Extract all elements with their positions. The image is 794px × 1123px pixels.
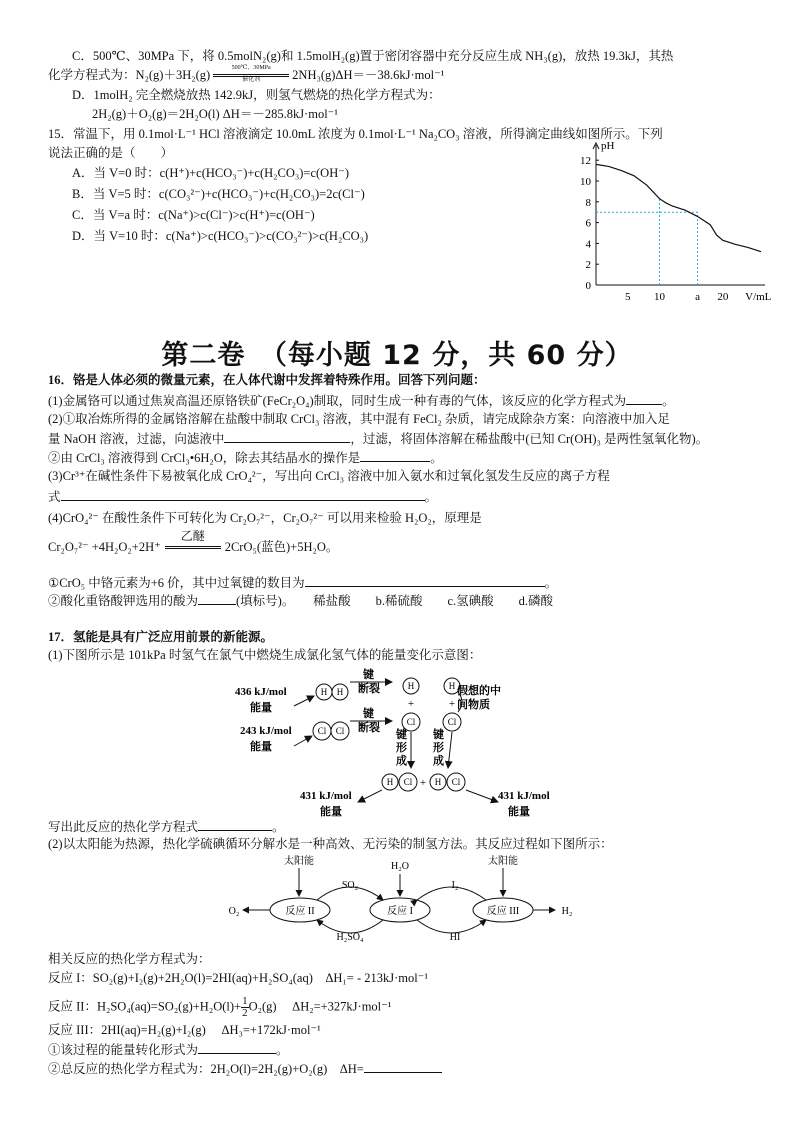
x-axis-label: V/mL bbox=[745, 291, 772, 303]
q14-option-c-right: 2NH₃(g)ΔH＝－38.6kJ·mol⁻¹ bbox=[292, 68, 445, 82]
q15-option-b: B．当 V=5 时：c(CO₃²⁻)+c(HCO₃⁻)+c(H₂CO₃)=2c(Cl⁻) bbox=[72, 187, 365, 201]
form-label: 形 bbox=[396, 742, 407, 754]
q16-part3-line2: 式 。 bbox=[48, 490, 438, 504]
answer-blank bbox=[61, 488, 425, 501]
equation-left: Cr₂O₇²⁻ +4H₂O₂+2H⁺ bbox=[48, 540, 161, 554]
atom-cl: Cl bbox=[451, 777, 461, 787]
break-label-1: 键 bbox=[363, 669, 374, 681]
q17-equation-1: 反应 I：SO₂(g)+I₂(g)+2H₂O(l)=2HI(aq)+H₂SO₄(aq) ΔH₁= - 213kJ·mol⁻¹ bbox=[48, 971, 429, 985]
form-label: 成 bbox=[396, 755, 407, 767]
q17-part1-write-text: 写出此反应的热化学方程式 bbox=[48, 820, 199, 834]
y-tick-label: 4 bbox=[585, 238, 591, 251]
q17-title: 17．氢能是具有广泛应用前景的新能源。 bbox=[48, 630, 274, 644]
form-label: 键 bbox=[433, 729, 444, 741]
h2-label: H₂ bbox=[561, 906, 573, 917]
ether-label: 乙醚 bbox=[180, 529, 205, 543]
y-tick-label: 2 bbox=[585, 259, 591, 272]
form-label: 成 bbox=[433, 755, 444, 767]
q17-question-1: ①该过程的能量转化形式为 。 bbox=[48, 1043, 289, 1057]
arrow-bottom-label: 催化剂 bbox=[242, 77, 261, 83]
solar-energy-label-1: 太阳能 bbox=[284, 856, 314, 867]
q16-part2-line1: (2)①取冶炼所得的金属铬溶解在盐酸中制取 CrCl₃ 溶液，其中混有 FeCl₂ 杂质，请完成除杂方案：向溶液中加入足 bbox=[48, 412, 670, 426]
hypothetical-label-1: 假想的中 bbox=[457, 685, 501, 697]
q15-option-d: D．当 V=10 时：c(Na⁺)>c(HCO₃⁻)>c(CO₃²⁻)>c(H₂CO₃) bbox=[72, 229, 369, 243]
q17-part1-write: 写出此反应的热化学方程式 。 bbox=[48, 820, 285, 834]
q16-part2-text-a: 量 NaOH 溶液，过滤，向滤液中 bbox=[48, 432, 225, 446]
equation-2-left: 反应 II：H₂SO₄(aq)=SO₂(g)+H₂O(l)+ bbox=[48, 999, 242, 1014]
energy-label: 能量 bbox=[508, 806, 530, 818]
q16-part2-text-b: ，过滤，将固体溶解在稀盐酸中(已知 Cr(OH)₃ 是两性氢氧化物)。 bbox=[350, 432, 709, 446]
energy-value-hh: 436 kJ/mol bbox=[235, 686, 287, 698]
q15-option-a: A．当 V=0 时：c(H⁺)+c(HCO₃⁻)+c(H₂CO₃)=c(OH⁻) bbox=[72, 166, 349, 180]
atom-h: H bbox=[434, 777, 442, 787]
q16-part2-line2 bbox=[48, 430, 708, 447]
solar-energy-label-2: 太阳能 bbox=[488, 856, 518, 867]
x-tick-label: 10 bbox=[653, 291, 665, 303]
q15-option-c: C．当 V=a 时：c(Na⁺)>c(Cl⁻)>c(H⁺)=c(OH⁻) bbox=[72, 208, 315, 222]
i2-label: I₂ bbox=[451, 880, 459, 891]
answer-blank bbox=[626, 392, 662, 405]
q17-equations-title: 相关反应的热化学方程式为： bbox=[48, 952, 211, 966]
energy-label: 能量 bbox=[320, 806, 342, 818]
q17-question-1-text: ①该过程的能量转化形式为 bbox=[48, 1043, 199, 1057]
energy-label: 能量 bbox=[250, 702, 272, 714]
reaction-condition-arrow bbox=[210, 67, 292, 83]
energy-value-clcl: 243 kJ/mol bbox=[240, 725, 292, 737]
sulfur-iodine-cycle-diagram bbox=[225, 852, 585, 942]
q16-part4-q1: ①CrO₅ 中铬元素为+6 价，其中过氧键的数目为 。 bbox=[48, 576, 558, 590]
q16-part4-q1-text: ①CrO₅ 中铬元素为+6 价，其中过氧键的数目为 bbox=[48, 576, 305, 590]
plus-sign: + bbox=[419, 777, 427, 789]
y-tick-label: 8 bbox=[585, 196, 591, 209]
section-title: 第二卷 （每小题 12 分，共 60 分） bbox=[161, 340, 633, 371]
form-label: 形 bbox=[433, 742, 444, 754]
answer-blank bbox=[364, 1060, 442, 1073]
q14-option-c-line2 bbox=[48, 67, 444, 83]
x-tick-label: 20 bbox=[717, 291, 729, 303]
q16-part1-text: (1)金属铬可以通过焦炭高温还原铬铁矿(FeCr₂O₄)制取，同时生成一种有毒的气体，该反应的化学方程式为 bbox=[48, 394, 627, 408]
atom-h: H bbox=[448, 681, 456, 691]
plus-sign: + bbox=[448, 698, 456, 710]
fraction-denominator: 2 bbox=[242, 1007, 248, 1019]
q16-part4-line1: (4)CrO₄²⁻ 在酸性条件下可转化为 Cr₂O₇²⁻，Cr₂O₇²⁻ 可以用来检验 H₂O₂，原理是 bbox=[48, 511, 482, 525]
one-half-fraction bbox=[241, 996, 249, 1019]
q14-option-d-line2: 2H₂(g)＋O₂(g)＝2H₂O(l) ΔH＝－285.8kJ·mol⁻¹ bbox=[92, 107, 339, 121]
ether-arrow bbox=[161, 529, 225, 555]
y-axis-label: pH bbox=[601, 140, 615, 152]
atom-cl: Cl bbox=[335, 726, 345, 736]
o2-label: O₂ bbox=[228, 906, 240, 917]
so2-label: SO₂ bbox=[341, 880, 359, 891]
titration-curve bbox=[596, 164, 761, 251]
y-tick-label: 10 bbox=[580, 176, 591, 188]
fraction-numerator: 1 bbox=[242, 995, 248, 1007]
answer-blank bbox=[305, 574, 545, 587]
energy-label: 能量 bbox=[250, 741, 272, 753]
atom-cl: Cl bbox=[406, 717, 416, 727]
reaction-1-label: 反应 I bbox=[387, 906, 413, 917]
answer-blank bbox=[224, 430, 350, 443]
atom-h: H bbox=[407, 681, 415, 691]
q16-part2-line3: ②由 CrCl₃ 溶液得到 CrCl₃•6H₂O，除去其结晶水的操作是 。 bbox=[48, 451, 443, 465]
energy-value-hcl-right: 431 kJ/mol bbox=[498, 790, 550, 802]
q16-title: 16．铬是人体必须的微量元素，在人体代谢中发挥着特殊作用。回答下列问题： bbox=[48, 373, 486, 387]
q16-part4-equation bbox=[48, 529, 339, 555]
q14-option-d-line1: D．1molH₂ 完全燃烧放热 142.9kJ，则氢气燃烧的热化学方程式为： bbox=[72, 88, 441, 102]
break-label-2: 断裂 bbox=[358, 722, 380, 734]
q17-equation-2 bbox=[48, 996, 392, 1019]
titration-curve-chart bbox=[568, 140, 772, 305]
water-label: H₂O bbox=[391, 861, 409, 872]
q16-part3-line1: (3)Cr³⁺在碱性条件下易被氧化成 CrO₄²⁻，写出向 CrCl₃ 溶液中加入氨水和过氧化氢发生反应的离子方程 bbox=[48, 469, 610, 483]
q15-stem-line2: 说法正确的是（ ） bbox=[48, 146, 174, 160]
q17-equation-3: 反应 III：2HI(aq)=H₂(g)+I₂(g) ΔH₃=+172kJ·mol⁻¹ bbox=[48, 1023, 321, 1037]
answer-blank bbox=[198, 818, 272, 831]
y-tick-label: 12 bbox=[580, 155, 591, 168]
q17-question-2 bbox=[48, 1060, 442, 1077]
break-label-2: 断裂 bbox=[358, 683, 380, 695]
atom-cl: Cl bbox=[447, 717, 457, 727]
atom-h: H bbox=[386, 777, 394, 787]
atom-h: H bbox=[320, 687, 328, 697]
atom-cl: Cl bbox=[317, 726, 327, 736]
q16-part4-q2 bbox=[48, 592, 553, 609]
break-label-1: 键 bbox=[363, 708, 374, 720]
hi-label: HI bbox=[449, 932, 461, 943]
bond-energy-diagram bbox=[230, 662, 570, 822]
q14-option-c-line1: C．500℃、30MPa 下，将 0.5molN₂(g)和 1.5molH₂(g)置于密闭容器中充分反应生成 NH₃(g)，放热 19.3kJ，其热 bbox=[72, 49, 674, 63]
q17-part1: (1)下图所示是 101kPa 时氢气在氯气中燃烧生成氯化氢气体的能量变化示意图： bbox=[48, 648, 482, 662]
atom-cl: Cl bbox=[403, 777, 413, 787]
answer-blank bbox=[198, 1041, 276, 1054]
answer-blank bbox=[198, 592, 236, 605]
energy-value-hcl-left: 431 kJ/mol bbox=[300, 790, 352, 802]
h2so4-label: H₂SO₄ bbox=[336, 932, 364, 943]
q17-part2: (2)以太阳能为热源，热化学硫碘循环分解水是一种高效、无污染的制氢方法。其反应过程如下图所示： bbox=[48, 837, 613, 851]
q17-question-2-text: ②总反应的热化学方程式为：2H₂O(l)=2H₂(g)+O₂(g) ΔH= bbox=[48, 1062, 364, 1076]
equation-2-right: O₂(g) ΔH₂=+327kJ·mol⁻¹ bbox=[248, 999, 392, 1014]
plus-sign: + bbox=[407, 698, 415, 710]
q16-part4-q2-options: (填标号)。 稀盐酸 b.稀硫酸 c.氢碘酸 d.磷酸 bbox=[236, 594, 554, 608]
y-tick-label: 0 bbox=[585, 280, 591, 292]
q16-part1: (1)金属铬可以通过焦炭高温还原铬铁矿(FeCr₂O₄)制取，同时生成一种有毒的气体，该反应的化学方程式为 。 bbox=[48, 394, 675, 408]
answer-blank bbox=[360, 449, 430, 462]
atom-h: H bbox=[336, 687, 344, 697]
equation-right: 2CrO₅(蓝色)+5H₂O。 bbox=[224, 540, 339, 554]
arrow-top-label: 500℃、30MPa bbox=[231, 65, 271, 71]
x-tick-label: 5 bbox=[624, 291, 631, 303]
reaction-3-label: 反应 III bbox=[486, 906, 520, 917]
q16-part2-sub2-text: ②由 CrCl₃ 溶液得到 CrCl₃•6H₂O，除去其结晶水的操作是 bbox=[48, 451, 361, 465]
q15-stem-line1: 15．常温下，用 0.1mol·L⁻¹ HCl 溶液滴定 10.0mL 浓度为 0.1mol·L⁻¹ Na₂CO₃ 溶液，所得滴定曲线如图所示。下列 bbox=[48, 127, 663, 141]
q16-part4-q2-text: ②酸化重铬酸钾选用的酸为 bbox=[48, 594, 199, 608]
q16-part3-text: 式 bbox=[48, 490, 61, 504]
x-tick-label: a bbox=[695, 291, 700, 303]
q14-option-c-left: 化学方程式为：N₂(g)＋3H₂(g) bbox=[48, 68, 211, 82]
form-label: 键 bbox=[396, 729, 407, 741]
hypothetical-label-2: 间物质 bbox=[457, 699, 490, 711]
y-tick-label: 6 bbox=[585, 217, 591, 230]
reaction-2-label: 反应 II bbox=[285, 906, 315, 917]
